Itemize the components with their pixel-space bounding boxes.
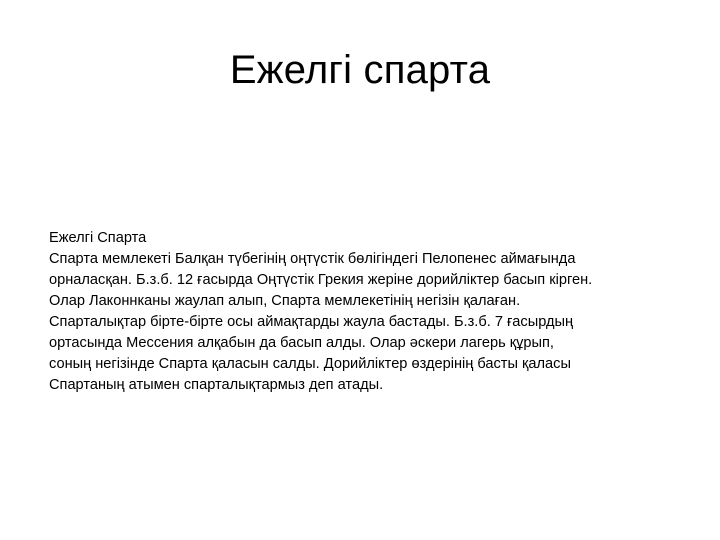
paragraph-line: Олар Лаконнканы жаулап алып, Спарта мемлекетінің негізін қалаған. xyxy=(49,293,521,309)
slide-body xyxy=(49,228,689,396)
paragraph-line: Спарталықтар бірте-бірте осы аймақтарды жаула бастады. Б.з.б. 7 ғасырдың xyxy=(49,314,574,330)
paragraph-line: орналасқан. Б.з.б. 12 ғасырда Оңтүстік Грекия жеріне дорийліктер басып кірген. xyxy=(49,272,593,288)
paragraph-line: Спарта мемлекеті Балқан түбегінің оңтүстік бөлігіндегі Пелопенес аймағында xyxy=(49,251,576,267)
slide-title: Ежелгі спарта xyxy=(229,48,491,92)
paragraph-line: ортасында Мессения алқабын да басып алды. Олар әскери лагерь құрып, xyxy=(49,335,554,351)
body-paragraph xyxy=(49,249,689,396)
body-subheading: Ежелгі Спарта xyxy=(49,230,147,246)
paragraph-line: соның негізінде Спарта қаласын салды. Дорийліктер өздерінің басты қаласы xyxy=(49,356,571,372)
paragraph-line: Спартаның атымен спарталықтармыз деп атады. xyxy=(49,377,384,393)
